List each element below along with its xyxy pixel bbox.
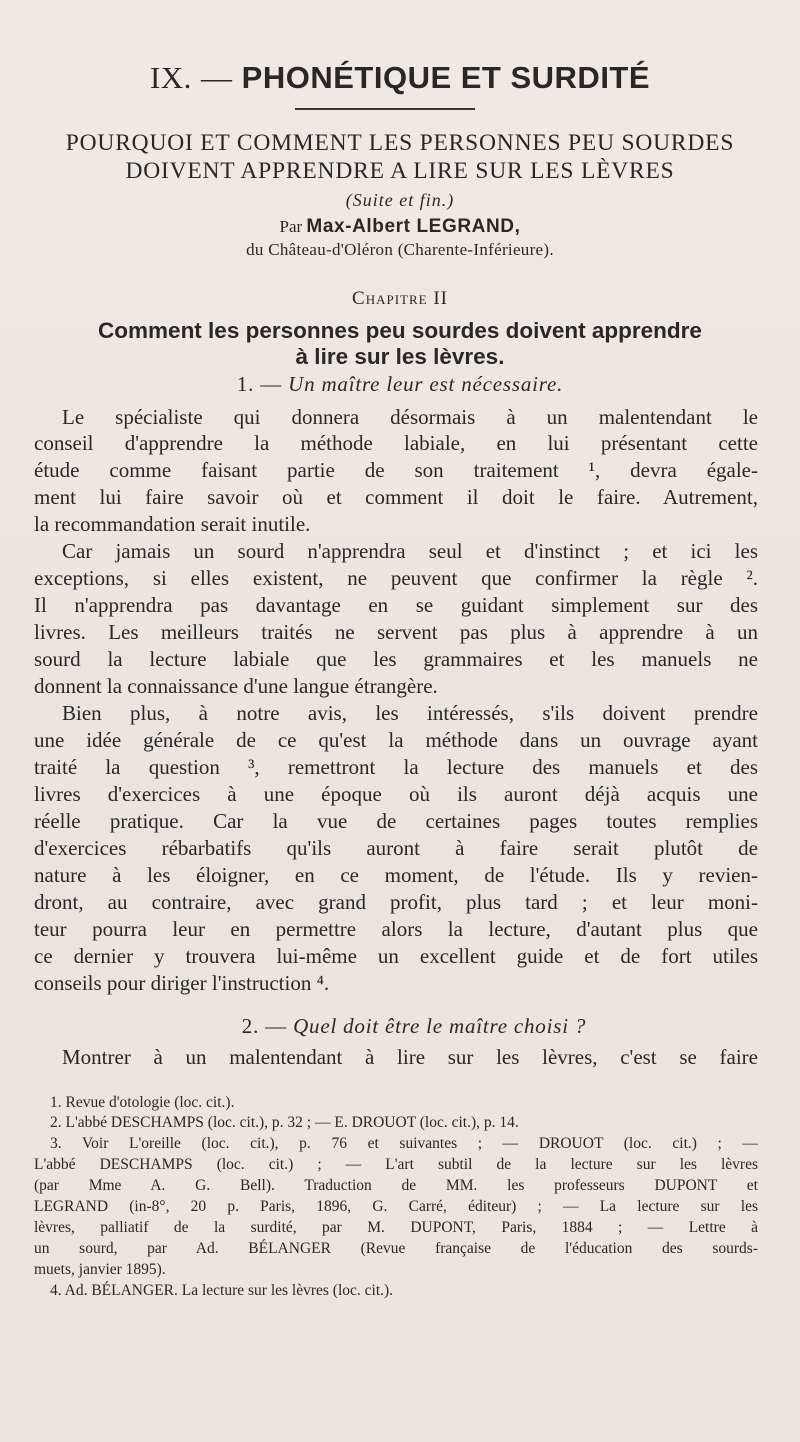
footnote-4: 4. Ad. BÉLANGER. La lecture sur les lèvres (loc. cit.). — [50, 1282, 394, 1299]
footnote-2: 2. L'abbé DESCHAMPS (loc. cit.), p. 32 ; — E. DROUOT (loc. cit.), p. 14. — [50, 1114, 519, 1131]
body-line: teur pourra leur en permettre alors la lecture, d'autant plus que — [34, 917, 758, 941]
body-line: la recommandation serait inutile. — [34, 512, 311, 536]
author-prefix: Par — [279, 217, 303, 236]
body-line: traité la question ³, remettront la lecture des manuels et des — [34, 755, 758, 779]
subsection-title: Quel doit être le maître choisi ? — [293, 1014, 587, 1038]
body-line: ce dernier y trouvera lui-même un excellent guide et de fort utiles — [34, 944, 758, 968]
body-line: dront, au contraire, avec grand profit, plus tard ; et leur moni- — [34, 890, 758, 914]
body-line: donnent la connaissance d'une langue étrangère. — [34, 674, 438, 698]
section-title-text: PHONÉTIQUE ET SURDITÉ — [241, 60, 651, 95]
chapter-heading-line-1: Comment les personnes peu sourdes doivent apprendre — [98, 318, 702, 343]
author-name: Max-Albert LEGRAND, — [306, 216, 521, 237]
footnote-3-line: L'abbé DESCHAMPS (loc. cit.) ; — L'art subtil de la lecture sur les lèvres — [34, 1156, 758, 1173]
body-line: Il n'apprendra pas davantage en se guidant simplement sur des — [34, 593, 758, 617]
body-line: d'exercices rébarbatifs qu'ils auront à faire serait plutôt de — [34, 836, 758, 860]
section-title — [0, 60, 800, 96]
footnote-3-line: 3. Voir L'oreille (loc. cit.), p. 76 et suivantes ; — DROUOT (loc. cit.) ; — — [50, 1135, 758, 1152]
author-affiliation: du Château-d'Oléron (Charente-Inférieure). — [246, 240, 554, 259]
body-line: exceptions, si elles existent, ne peuvent que confirmer la règle ². — [34, 566, 758, 590]
footnote-3-line: muets, janvier 1895). — [34, 1261, 166, 1278]
body-line: réelle pratique. Car la vue de certaines pages toutes remplies — [34, 809, 758, 833]
title-rule — [295, 108, 475, 110]
body-line: livres d'exercices à une époque où ils auront déjà acquis une — [34, 782, 758, 806]
footnote-3-line: (par Mme A. G. Bell). Traduction de MM. les professeurs DUPONT et — [34, 1177, 758, 1194]
body-line: étude comme faisant partie de son traitement ¹, devra égale- — [34, 458, 758, 482]
footnote-3-line: lèvres, palliatif de la surdité, par M. DUPONT, Paris, 1884 ; — Lettre à — [34, 1219, 758, 1236]
body-line: sourd la lecture labiale que les grammaires et les manuels ne — [34, 647, 758, 671]
subsection-number: 1. — — [236, 372, 283, 396]
subsection-number: 2. — — [241, 1014, 287, 1038]
title-dash: — — [201, 60, 233, 95]
body-line: conseils pour diriger l'instruction ⁴. — [34, 971, 330, 995]
chapter-label: Chapitre II — [352, 288, 448, 309]
body-line: Le spécialiste qui donnera désormais à un malentendant le — [62, 405, 758, 429]
subsection-heading-1 — [0, 372, 800, 397]
author-line — [0, 216, 800, 238]
footnote-3-line: LEGRAND (in-8°, 20 p. Paris, 1896, G. Carré, éditeur) ; — La lecture sur les — [34, 1198, 758, 1215]
subsection-title: Un maître leur est nécessaire. — [288, 372, 564, 396]
body-line: ment lui faire savoir où et comment il doit le faire. Autrement, — [34, 485, 758, 509]
body-line: Montrer à un malentendant à lire sur les lèvres, c'est se faire — [62, 1045, 758, 1069]
body-line: livres. Les meilleurs traités ne servent pas plus à apprendre à un — [34, 620, 758, 644]
article-continuation: (Suite et fin.) — [345, 190, 455, 210]
footnote-1: 1. Revue d'otologie (loc. cit.). — [50, 1094, 235, 1111]
subsection-heading-2 — [14, 1014, 800, 1039]
article-title-line-1: POURQUOI ET COMMENT LES PERSONNES PEU SOURDES — [65, 130, 735, 156]
body-line: conseil d'apprendre la méthode labiale, en lui présentant cette — [34, 431, 758, 455]
chapter-heading-line-2: à lire sur les lèvres. — [295, 344, 505, 369]
body-line: nature à les éloigner, en ce moment, de l'étude. Ils y revien- — [34, 863, 758, 887]
article-title-line-2: DOIVENT APPRENDRE A LIRE SUR LES LÈVRES — [125, 158, 675, 184]
body-line: Bien plus, à notre avis, les intéressés, s'ils doivent prendre — [62, 701, 758, 725]
body-line: une idée générale de ce qu'est la méthode dans un ouvrage ayant — [34, 728, 758, 752]
body-line: Car jamais un sourd n'apprendra seul et d'instinct ; et ici les — [62, 539, 758, 563]
section-number: IX. — [149, 60, 192, 95]
footnote-3-line: un sourd, par Ad. BÉLANGER (Revue française de l'éducation des sourds- — [34, 1240, 758, 1257]
